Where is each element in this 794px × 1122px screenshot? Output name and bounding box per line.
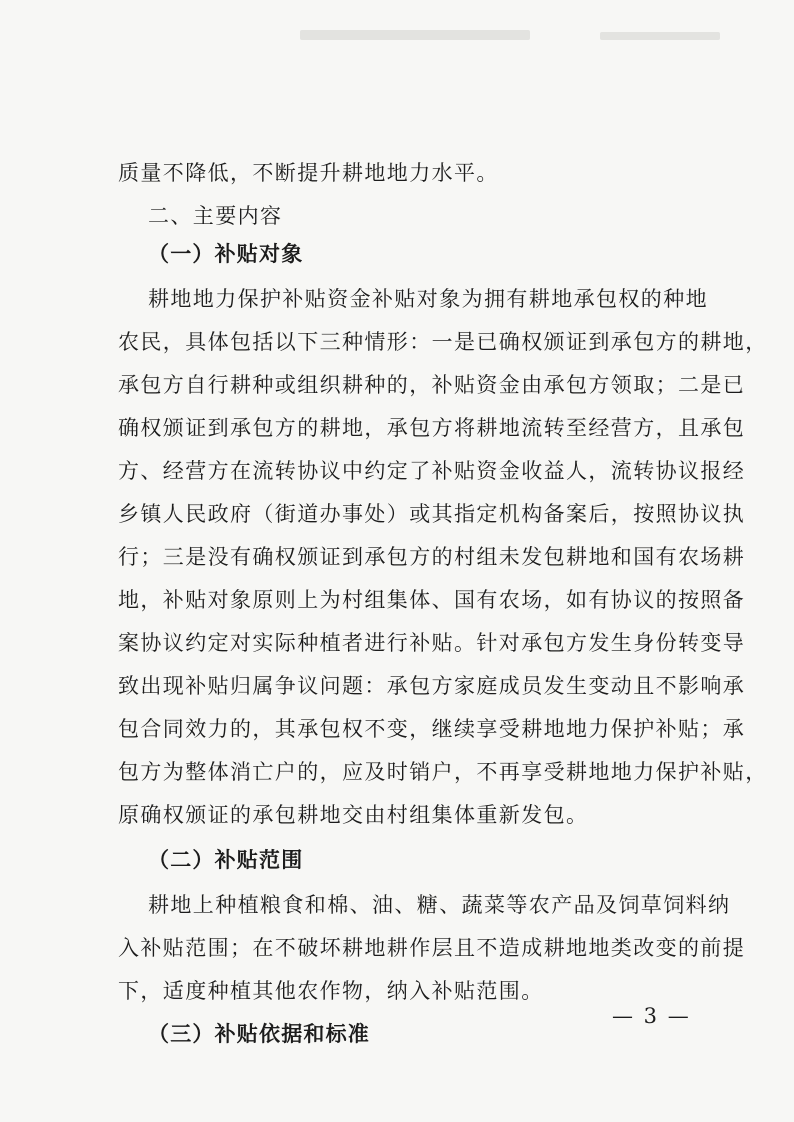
paragraph-line: 行；三是没有确权颁证到承包方的村组未发包耕地和国有农场耕 bbox=[118, 545, 746, 569]
paragraph-line: 乡镇人民政府（街道办事处）或其指定机构备案后，按照协议执 bbox=[118, 502, 746, 526]
paragraph-line: 耕地地力保护补贴资金补贴对象为拥有耕地承包权的种地 bbox=[148, 287, 708, 311]
paragraph-line: 确权颁证到承包方的耕地，承包方将耕地流转至经营方，且承包 bbox=[118, 416, 746, 440]
subsection-heading: （一）补贴对象 bbox=[148, 242, 304, 266]
subsection-heading: （三）补贴依据和标准 bbox=[148, 1022, 370, 1046]
paragraph-line: 地，补贴对象原则上为村组集体、国有农场，如有协议的按照备 bbox=[118, 588, 746, 612]
paragraph-line: 包合同效力的，其承包权不变，继续享受耕地地力保护补贴；承 bbox=[118, 717, 746, 741]
scan-artifact bbox=[600, 32, 720, 40]
subsection-heading: （二）补贴范围 bbox=[148, 848, 304, 872]
section-heading: 二、主要内容 bbox=[148, 204, 283, 228]
paragraph-line: 原确权颁证的承包耕地交由村组集体重新发包。 bbox=[118, 803, 589, 827]
scan-artifact bbox=[300, 30, 530, 40]
paragraph-line: 质量不降低，不断提升耕地地力水平。 bbox=[118, 161, 499, 185]
paragraph-line: 包方为整体消亡户的，应及时销户，不再享受耕地地力保护补贴， bbox=[118, 760, 768, 784]
paragraph-line: 承包方自行耕种或组织耕种的，补贴资金由承包方领取；二是已 bbox=[118, 373, 746, 397]
paragraph-line: 下，适度种植其他农作物，纳入补贴范围。 bbox=[118, 979, 544, 1003]
paragraph-line: 农民，具体包括以下三种情形：一是已确权颁证到承包方的耕地， bbox=[118, 330, 768, 354]
paragraph-line: 致出现补贴归属争议问题：承包方家庭成员发生变动且不影响承 bbox=[118, 674, 746, 698]
page-number: — 3 — bbox=[612, 1004, 691, 1028]
paragraph-line: 耕地上种植粮食和棉、油、糖、蔬菜等农产品及饲草饲料纳 bbox=[148, 893, 731, 917]
paragraph-line: 方、经营方在流转协议中约定了补贴资金收益人，流转协议报经 bbox=[118, 459, 746, 483]
paragraph-line: 案协议约定对实际种植者进行补贴。针对承包方发生身份转变导 bbox=[118, 631, 746, 655]
paragraph-line: 入补贴范围；在不破坏耕地耕作层且不造成耕地地类改变的前提 bbox=[118, 936, 746, 960]
